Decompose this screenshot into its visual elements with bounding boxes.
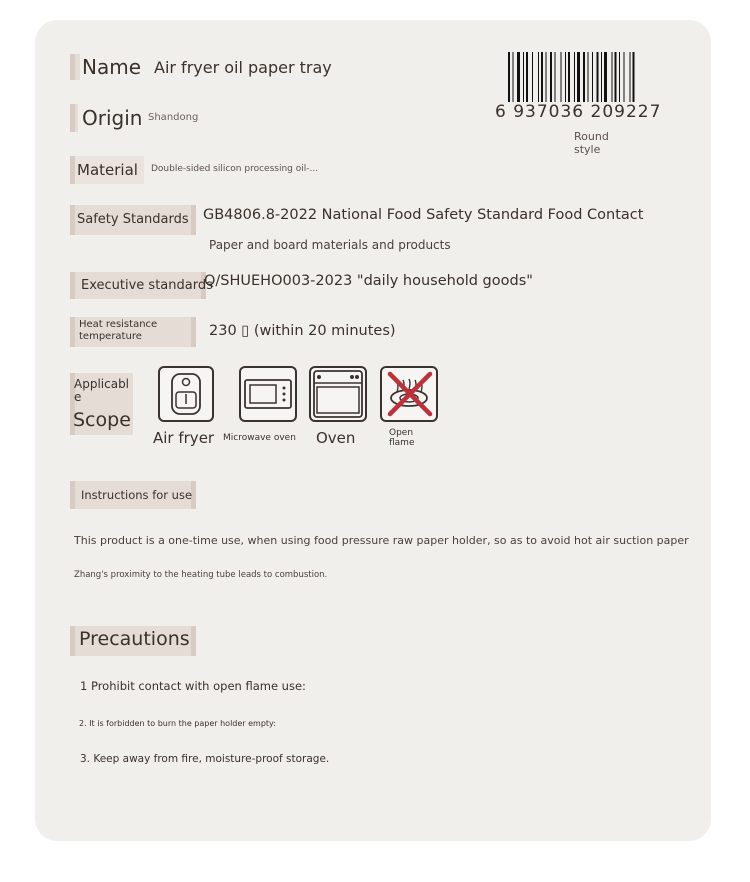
safety-label: Safety Standards [77,212,189,227]
origin-label-tag [70,104,78,132]
name-label: Name [82,55,142,79]
scope-item-air-fryer: Air fryer [153,429,215,447]
executive-label: Executive standards [81,278,213,293]
precaution-item-2: 2. It is forbidden to burn the paper holder empty: [79,719,276,728]
safety-value-line2: Paper and board materials and products [209,238,451,252]
air-fryer-icon [158,366,214,422]
scope-label-line1: Applicable [74,377,130,404]
instructions-line2: Zhang's proximity to the heating tube leads to combustion. [74,570,328,580]
origin-label: Origin [82,106,143,130]
heat-value: 230 ▯ (within 20 minutes) [209,323,396,339]
safety-value-line1: GB4806.8-2022 National Food Safety Standard Food Contact [203,207,644,223]
barcode-number: 6 937036 209227 [495,102,662,122]
scope-item-microwave: Microwave oven [223,433,296,443]
origin-value: Shandong [148,112,199,123]
oven-icon [309,366,367,422]
precaution-item-3: 3. Keep away from fire, moisture-proof storage. [80,753,330,765]
precautions-label: Precautions [79,628,190,650]
heat-label: Heat resistance temperature [79,319,158,342]
material-value: Double-sided silicon processing oil-... [151,164,319,174]
open-flame-forbidden-icon [380,366,438,422]
material-label: Material [77,161,138,179]
scope-label-line2: Scope [73,409,131,431]
precaution-item-1: 1 Prohibit contact with open flame use: [80,679,306,693]
scope-item-oven: Oven [316,429,356,447]
name-label-tag [70,54,80,80]
instructions-line1: This product is a one-time use, when using food pressure raw paper holder, so as to avoid hot air suction paper [74,534,689,547]
instructions-label: Instructions for use [81,488,193,502]
executive-value: Q/SHUEHO003-2023 "daily household goods" [204,273,533,289]
barcode-caption: Round style [574,130,609,156]
scope-item-open-flame: Open flame [389,428,415,448]
name-value: Air fryer oil paper tray [154,58,332,77]
microwave-icon [239,366,297,422]
